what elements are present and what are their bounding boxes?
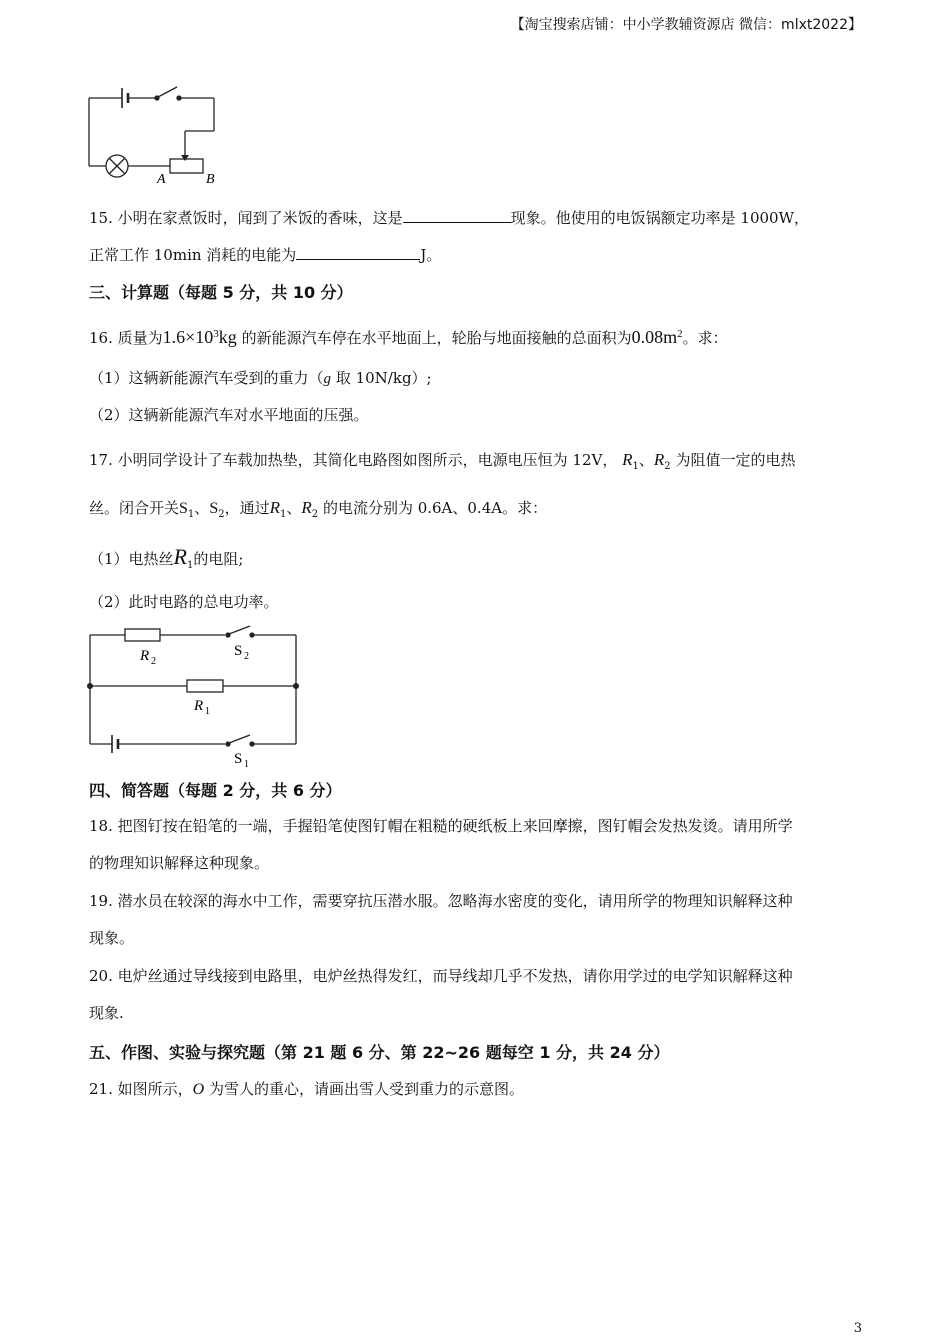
question-17-line2: 丝。闭合开关$S_1$、$S_2$，通过$R_1$、$R_2$ 的电流分别为 0.6A、0.4A。求：	[89, 498, 548, 520]
question-16-part2: （2）这辆新能源汽车对水平地面的压强。	[89, 406, 369, 424]
question-15-line1: 15. 小明在家煮饭时，闻到了米饭的香味，这是 现象。他使用的电饭锅额定功率是 1000W，	[89, 209, 810, 227]
junction-left	[87, 683, 93, 689]
question-20-line2: 现象.	[89, 1004, 124, 1022]
r1-subscript: 1	[205, 706, 210, 717]
question-17-part2: （2）此时电路的总电功率。	[89, 593, 279, 611]
section-5-title: 五、作图、实验与探究题（第 21 题 6 分、第 22~26 题每空 1 分，共 24 分）	[89, 1043, 670, 1062]
s2-label: S	[234, 643, 243, 659]
question-16-line1: 16. 质量为$1.6\times 10^3kg$ 的新能源汽车停在水平地面上，轮胎与地面接触的总面积为$0.08m^2$。求：	[89, 327, 728, 347]
r2-label: R	[140, 648, 150, 664]
question-20-line1: 20. 电炉丝通过导线接到电路里，电炉丝热得发红，而导线却几乎不发热，请你用学过的电学知识解释这种	[89, 967, 793, 985]
question-21-line1: 21. 如图所示，O 为雪人的重心，请画出雪人受到重力的示意图。	[89, 1080, 524, 1098]
s1-label: S	[234, 751, 243, 767]
circuit-diagram-heating-pad	[82, 622, 307, 770]
terminal-b-label: B	[206, 172, 215, 187]
slider-arrow-icon	[181, 155, 189, 161]
page-number: 3	[853, 1321, 862, 1336]
question-15-line2: 正常工作 10min 消耗的电能为 J。	[89, 246, 442, 264]
answer-blank-15a[interactable]	[403, 207, 511, 223]
question-16-part1: （1）这辆新能源汽车受到的重力（g 取 10N/kg）;	[89, 369, 432, 387]
junction-right	[293, 683, 299, 689]
question-17-part1: （1）电热丝$R_1$的电阻;	[89, 544, 244, 571]
r2-subscript: 2	[151, 656, 156, 667]
r1-label: R	[194, 698, 204, 714]
section-3-title: 三、计算题（每题 5 分，共 10 分）	[89, 283, 353, 302]
answer-blank-15b[interactable]	[296, 244, 420, 260]
question-18-line2: 的物理知识解释这种现象。	[89, 854, 270, 872]
question-19-line2: 现象。	[89, 929, 135, 947]
section-4-title: 四、简答题（每题 2 分，共 6 分）	[89, 781, 342, 800]
s1-subscript: 1	[244, 759, 249, 770]
question-18-line1: 18. 把图钉按在铅笔的一端，手握铅笔使图钉帽在粗糙的硬纸板上来回摩擦，图钉帽会发热发烫。请用所学	[89, 817, 793, 835]
question-19-line1: 19. 潜水员在较深的海水中工作，需要穿抗压潜水服。忽略海水密度的变化，请用所学的物理知识解释这种	[89, 892, 793, 910]
page-header: 【淘宝搜索店铺：中小学教辅资源店 微信：mlxt2022】	[510, 17, 862, 33]
circuit-diagram-rheostat	[82, 82, 232, 190]
s2-subscript: 2	[244, 651, 249, 662]
question-17-line1: 17. 小明同学设计了车载加热垫，其简化电路图如图所示，电源电压恒为 12V， $R_1$、$R_2$ 为阻值一定的电热	[89, 450, 796, 472]
terminal-a-label: A	[157, 172, 166, 187]
